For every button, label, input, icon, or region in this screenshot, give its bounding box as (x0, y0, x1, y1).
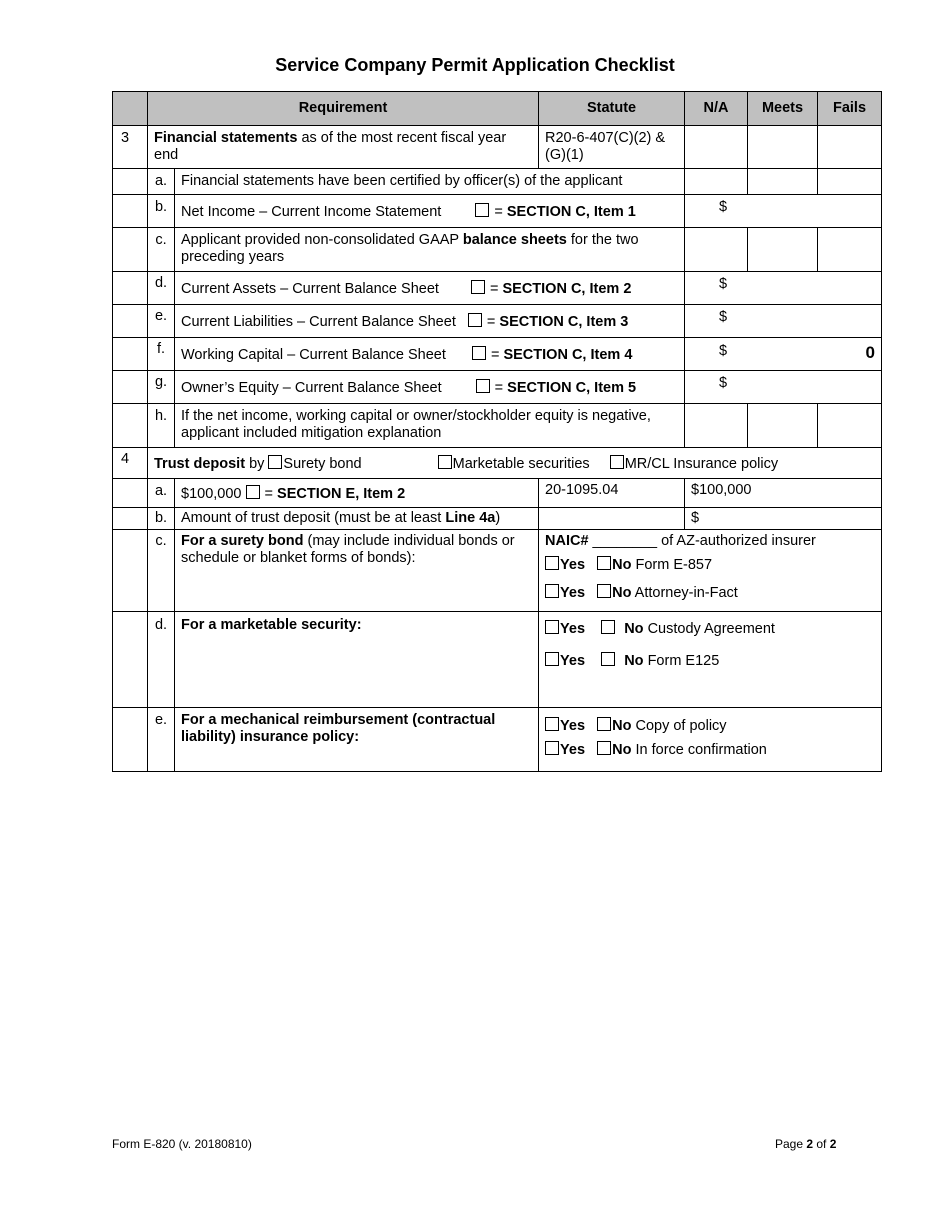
row-text: $100,000 = SECTION E, Item 2 (175, 479, 539, 508)
meets-cell[interactable] (748, 169, 818, 195)
meets-cell[interactable] (748, 404, 818, 448)
row-3h (113, 404, 882, 448)
amount-cell: $100,000 (685, 479, 882, 508)
no-checkbox[interactable] (601, 620, 615, 634)
heading-rest: as of the most recent fiscal year end (154, 130, 507, 163)
yes-checkbox[interactable] (545, 717, 559, 731)
row-3d (113, 272, 882, 305)
amount-cell[interactable]: $ (685, 195, 882, 228)
fails-cell[interactable] (818, 228, 882, 272)
fails-cell[interactable] (818, 404, 882, 448)
na-cell[interactable] (685, 126, 748, 169)
marketable-securities-checkbox[interactable] (438, 455, 452, 469)
statute-cell: 20-1095.04 (539, 479, 685, 508)
insurance-options: Yes No Copy of policy Yes No In force confirmation (539, 708, 882, 772)
surety-bond-checkbox[interactable] (268, 455, 282, 469)
no-checkbox[interactable] (597, 717, 611, 731)
row-3g (113, 371, 882, 404)
header-meets: Meets (748, 92, 818, 126)
checkbox[interactable] (475, 203, 489, 217)
row-3a (113, 169, 882, 195)
no-checkbox[interactable] (601, 652, 615, 666)
row-letter: b. (148, 195, 175, 228)
statute-cell (539, 508, 685, 530)
row-letter: e. (148, 708, 175, 772)
no-checkbox[interactable] (597, 556, 611, 570)
row-letter: c. (148, 228, 175, 272)
row-4a (113, 479, 882, 508)
row-text: Current Liabilities – Current Balance Sheet = SECTION C, Item 3 (175, 305, 685, 338)
statute-cell: R20-6-407(C)(2) & (G)(1) (539, 126, 685, 169)
row-4e (113, 708, 882, 772)
no-checkbox[interactable] (597, 584, 611, 598)
section-number: 3 (113, 126, 148, 169)
marketable-options: Yes No Custody Agreement Yes No Form E125 (539, 612, 882, 708)
amount-cell[interactable]: $ 0 (685, 338, 882, 371)
row-text: For a surety bond (may include individual bonds or schedule or blanket forms of bonds): (175, 530, 539, 612)
row-letter: d. (148, 612, 175, 708)
yes-checkbox[interactable] (545, 556, 559, 570)
yes-checkbox[interactable] (545, 741, 559, 755)
row-letter: f. (148, 338, 175, 371)
section-ref: SECTION C, Item 1 (506, 204, 636, 220)
section-3-heading (148, 126, 539, 169)
section-number: 4 (113, 448, 148, 479)
na-cell[interactable] (685, 228, 748, 272)
section-ref: SECTION C, Item 3 (499, 314, 629, 330)
row-3b (113, 195, 882, 228)
row-4c (113, 530, 882, 612)
na-cell[interactable] (685, 169, 748, 195)
row-letter: b. (148, 508, 175, 530)
checkbox[interactable] (471, 280, 485, 294)
section-ref: SECTION C, Item 5 (507, 380, 637, 396)
row-text: Amount of trust deposit (must be at least Line 4a) (175, 508, 539, 530)
row-text: Applicant provided non-consolidated GAAP balance sheets for the two preceding years (175, 228, 685, 272)
checkbox[interactable] (468, 313, 482, 327)
checkbox[interactable] (476, 379, 490, 393)
header-requirement: Requirement (148, 92, 539, 126)
row-4d (113, 612, 882, 708)
checklist-table (112, 91, 882, 772)
amount-cell[interactable]: $ (685, 305, 882, 338)
fails-cell[interactable] (818, 126, 882, 169)
row-text: If the net income, working capital or owner/stockholder equity is negative, applicant included mitigation explanation (175, 404, 685, 448)
row-letter: e. (148, 305, 175, 338)
row-3e (113, 305, 882, 338)
row-text: Net Income – Current Income Statement = SECTION C, Item 1 (175, 195, 685, 228)
row-text: For a marketable security: (175, 612, 539, 708)
heading-bold: Financial statements (154, 130, 298, 146)
row-letter: h. (148, 404, 175, 448)
section-4-heading: Trust deposit by Surety bond Marketable securities MR/CL Insurance policy (148, 448, 882, 479)
surety-options: NAIC# ________ of AZ-authorized insurer Yes No Form E-857 Yes No Attorney-in-Fact (539, 530, 882, 612)
page-title: Service Company Permit Application Checklist (275, 55, 675, 75)
header-row (113, 92, 882, 126)
section-4-row (113, 448, 882, 479)
fails-cell[interactable] (818, 169, 882, 195)
section-ref: SECTION E, Item 2 (277, 486, 406, 502)
section-3-row (113, 126, 882, 169)
row-letter: g. (148, 371, 175, 404)
amount-cell[interactable]: $ (685, 508, 882, 530)
row-letter: a. (148, 169, 175, 195)
checkbox[interactable] (472, 346, 486, 360)
working-capital-value: 0 (865, 343, 876, 362)
row-text: Owner’s Equity – Current Balance Sheet = SECTION C, Item 5 (175, 371, 685, 404)
meets-cell[interactable] (748, 228, 818, 272)
header-na: N/A (685, 92, 748, 126)
na-cell[interactable] (685, 404, 748, 448)
header-statute: Statute (539, 92, 685, 126)
row-letter: c. (148, 530, 175, 612)
meets-cell[interactable] (748, 126, 818, 169)
row-text: For a mechanical reimbursement (contractual liability) insurance policy: (175, 708, 539, 772)
mrcl-insurance-checkbox[interactable] (610, 455, 624, 469)
page-number: Page 2 of 2 (775, 1137, 837, 1151)
section-ref: SECTION C, Item 2 (502, 281, 632, 297)
no-checkbox[interactable] (597, 741, 611, 755)
row-text: Financial statements have been certified by officer(s) of the applicant (175, 169, 685, 195)
yes-checkbox[interactable] (545, 584, 559, 598)
row-text: Working Capital – Current Balance Sheet = SECTION C, Item 4 (175, 338, 685, 371)
header-num (113, 92, 148, 126)
row-label: Net Income – Current Income Statement (181, 204, 442, 220)
row-letter: d. (148, 272, 175, 305)
yes-checkbox[interactable] (545, 652, 559, 666)
header-fails: Fails (818, 92, 882, 126)
form-id: Form E-820 (v. 20180810) (112, 1137, 252, 1151)
row-letter: a. (148, 479, 175, 508)
row-3f (113, 338, 882, 371)
row-3c (113, 228, 882, 272)
amount-cell[interactable]: $ (685, 272, 882, 305)
section-ref: SECTION C, Item 4 (503, 347, 633, 363)
row-text: Current Assets – Current Balance Sheet = SECTION C, Item 2 (175, 272, 685, 305)
amount-cell[interactable]: $ (685, 371, 882, 404)
checkbox[interactable] (246, 485, 260, 499)
yes-checkbox[interactable] (545, 620, 559, 634)
row-4b (113, 508, 882, 530)
